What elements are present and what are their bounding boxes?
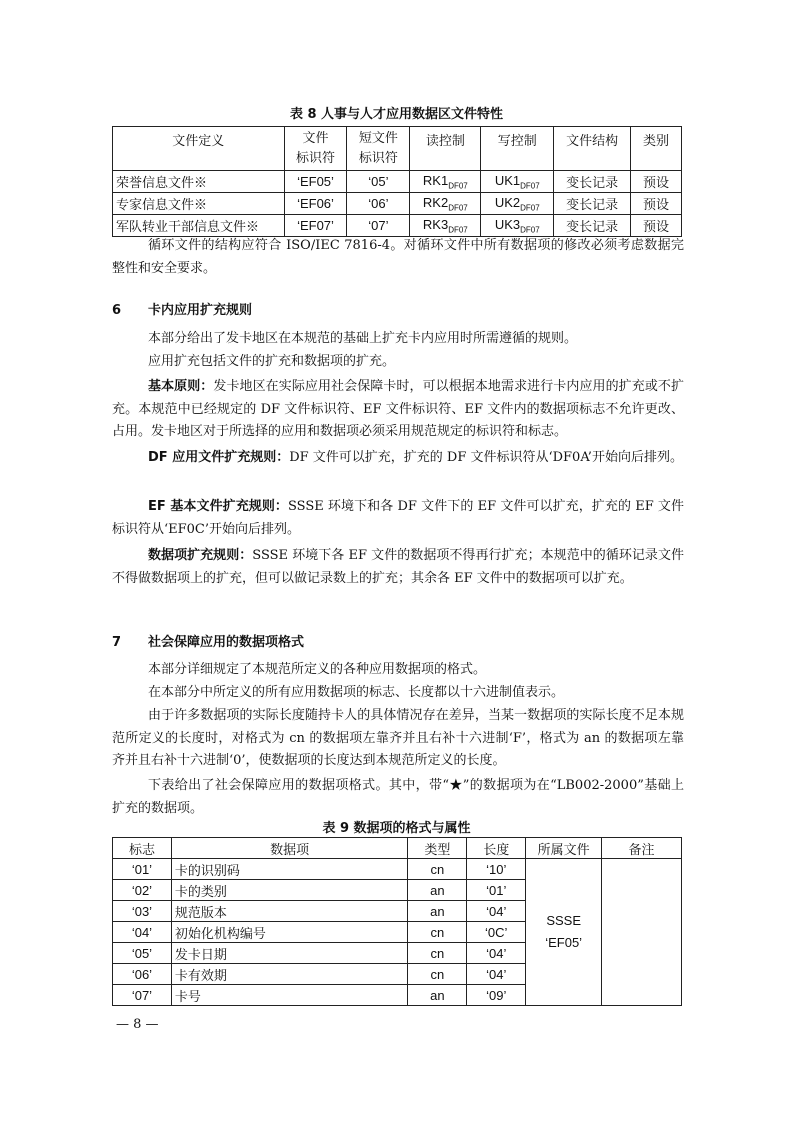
section6-heading: [112, 299, 252, 318]
table8-header-cell: 文件 标识符: [284, 127, 347, 171]
file-id-cell: ‘EF07’: [284, 215, 347, 237]
df-rule-label: DF 应用文件扩充规则：: [148, 450, 290, 465]
length-cell: ‘09’: [467, 985, 526, 1006]
type-cell: cn: [408, 922, 467, 943]
section6-paragraph-ef-rule: [112, 496, 684, 541]
table9-header-cell: 备注: [602, 838, 682, 859]
ef-rule-text: SSSE 环境下和各 DF 文件下的 EF 文件可以扩充，扩充的 EF 文件标识符从‘EF0C’开始向后排列。: [112, 499, 684, 537]
section7-number: 7: [112, 635, 122, 650]
section6-number: 6: [112, 303, 122, 318]
section7-paragraph-2: 在本部分中所定义的所有应用数据项的标志、长度都以十六进制值表示。: [148, 685, 565, 700]
table8-header-cell: 文件结构: [554, 127, 631, 171]
length-cell: ‘01’: [467, 880, 526, 901]
section6-paragraph-df-rule: [112, 447, 684, 470]
table8: [112, 126, 682, 237]
file-structure-cell: 变长记录: [554, 193, 631, 215]
file-name-cell: 专家信息文件※: [113, 193, 285, 215]
table8-header-row: [113, 127, 682, 171]
table8-header-cell: 文件定义: [113, 127, 285, 171]
type-cell: cn: [408, 943, 467, 964]
table9-header-cell: 类型: [408, 838, 467, 859]
data-item-cell: 发卡日期: [171, 943, 407, 964]
tag-cell: ‘06’: [113, 964, 172, 985]
section6-title: 卡内应用扩充规则: [148, 303, 253, 318]
table9-header-cell: 数据项: [171, 838, 407, 859]
write-control-df: DF07: [520, 225, 540, 235]
write-control-df: DF07: [520, 181, 540, 191]
tag-cell: ‘01’: [113, 859, 172, 880]
file-structure-cell: 变长记录: [554, 215, 631, 237]
table8-caption: 表 8 人事与人才应用数据区文件特性: [289, 107, 504, 122]
type-cell: an: [408, 880, 467, 901]
write-control-cell: [481, 171, 554, 193]
section7-heading: [112, 631, 304, 650]
table9-header-row: [113, 838, 682, 859]
table9-header-cell: 长度: [467, 838, 526, 859]
tag-cell: ‘07’: [113, 985, 172, 1006]
write-control-cell: [481, 215, 554, 237]
section6-paragraph-basic-principle: [112, 376, 684, 444]
section6-paragraph-data-item-rule: [112, 545, 684, 590]
section7-title: 社会保障应用的数据项格式: [148, 635, 305, 650]
length-cell: ‘04’: [467, 964, 526, 985]
ef-rule-label: EF 基本文件扩充规则：: [148, 499, 288, 514]
table9: [112, 837, 682, 1006]
write-control-key: UK1: [494, 172, 521, 188]
section6-paragraph-1: 本部分给出了发卡地区在本规范的基础上扩充卡内应用时所需遵循的规则。: [148, 331, 578, 346]
page-number: — 8 —: [116, 1017, 159, 1032]
data-item-cell: 卡号: [171, 985, 407, 1006]
table9-header-cell: 所属文件: [526, 838, 602, 859]
read-control-df: DF07: [448, 203, 468, 213]
read-control-df: DF07: [448, 225, 468, 235]
table8-header-cell: 读控制: [410, 127, 481, 171]
section7-paragraph-3: 由于许多数据项的实际长度随持卡人的具体情况存在差异，当某一数据项的实际长度不足本规范所定义的长度时，对格式为 cn 的数据项左靠齐并且右补十六进制‘F’，格式为 an 的数据项左靠齐并且右补十六进制‘0’，使数据项的长度达到本规范所定义的长度。: [112, 708, 684, 768]
file-structure-cell: 变长记录: [554, 171, 631, 193]
read-control-key: RK1: [422, 172, 449, 188]
type-cell: cn: [408, 859, 467, 880]
read-control-df: DF07: [448, 181, 468, 191]
category-cell: 预设: [631, 171, 682, 193]
short-file-id-cell: ‘06’: [347, 193, 410, 215]
write-control-cell: [481, 193, 554, 215]
length-cell: ‘0C’: [467, 922, 526, 943]
table8-header-cell: 短文件 标识符: [347, 127, 410, 171]
write-control-key: UK3: [494, 216, 521, 232]
remark-cell: [602, 859, 682, 1006]
table8-header-cell: 写控制: [481, 127, 554, 171]
category-cell: 预设: [631, 193, 682, 215]
data-item-cell: 卡有效期: [171, 964, 407, 985]
type-cell: an: [408, 901, 467, 922]
data-item-rule-text: SSSE 环境下各 EF 文件的数据项不得再行扩充；本规范中的循环记录文件不得做数据项上的扩充，但可以做记录数上的扩充；其余各 EF 文件中的数据项可以扩充。: [112, 548, 684, 586]
data-item-cell: 卡的类别: [171, 880, 407, 901]
read-control-cell: [410, 215, 481, 237]
read-control-key: RK3: [422, 216, 449, 232]
table9-header-cell: 标志: [113, 838, 172, 859]
read-control-key: RK2: [422, 194, 449, 210]
table9-caption: 表 9 数据项的格式与属性: [322, 821, 471, 836]
basic-principle-label: 基本原则：: [148, 379, 214, 394]
category-cell: 预设: [631, 215, 682, 237]
short-file-id-cell: ‘07’: [347, 215, 410, 237]
table-row: [113, 859, 682, 880]
df-rule-text: DF 文件可以扩充，扩充的 DF 文件标识符从‘DF0A’开始向后排列。: [289, 450, 683, 465]
file-id-cell: ‘EF06’: [284, 193, 347, 215]
owning-file-env: SSSE: [546, 913, 581, 928]
data-item-cell: 卡的识别码: [171, 859, 407, 880]
owning-file-id: ‘EF05’: [545, 935, 583, 950]
tag-cell: ‘05’: [113, 943, 172, 964]
write-control-df: DF07: [520, 203, 540, 213]
basic-principle-text: 发卡地区在实际应用社会保障卡时，可以根据本地需求进行卡内应用的扩充或不扩充。本规范中已经规定的 DF 文件标识符、EF 文件标识符、EF 文件内的数据项标志不允许更改、占用。发卡地区对于所选择的应用和数据项必须采用规范规定的标识符和标志。: [112, 379, 684, 439]
file-name-cell: 荣誉信息文件※: [113, 171, 285, 193]
type-cell: cn: [408, 964, 467, 985]
type-cell: an: [408, 985, 467, 1006]
short-file-id-cell: ‘05’: [347, 171, 410, 193]
read-control-cell: [410, 171, 481, 193]
length-cell: ‘04’: [467, 901, 526, 922]
owning-file-cell: [526, 859, 602, 1006]
data-item-cell: 规范版本: [171, 901, 407, 922]
data-item-rule-label: 数据项扩充规则：: [148, 548, 253, 563]
section7-paragraph-4: 下表给出了社会保障应用的数据项格式。其中，带“★”的数据项为在“LB002-2000”基础上扩充的数据项。: [112, 778, 684, 816]
length-cell: ‘10’: [467, 859, 526, 880]
section7-paragraph-1: 本部分详细规定了本规范所定义的各种应用数据项的格式。: [148, 662, 487, 677]
read-control-cell: [410, 193, 481, 215]
table-row: [113, 193, 682, 215]
tag-cell: ‘03’: [113, 901, 172, 922]
file-name-cell: 军队转业干部信息文件※: [113, 215, 285, 237]
paragraph-cyclic-file: 循环文件的结构应符合 ISO/IEC 7816-4。对循环文件中所有数据项的修改必须考虑数据完整性和安全要求。: [112, 238, 684, 276]
data-item-cell: 初始化机构编号: [171, 922, 407, 943]
section6-paragraph-2: 应用扩充包括文件的扩充和数据项的扩充。: [148, 354, 396, 369]
file-id-cell: ‘EF05’: [284, 171, 347, 193]
table-row: [113, 215, 682, 237]
table8-header-cell: 类别: [631, 127, 682, 171]
table-row: [113, 171, 682, 193]
tag-cell: ‘04’: [113, 922, 172, 943]
length-cell: ‘04’: [467, 943, 526, 964]
tag-cell: ‘02’: [113, 880, 172, 901]
write-control-key: UK2: [494, 194, 521, 210]
